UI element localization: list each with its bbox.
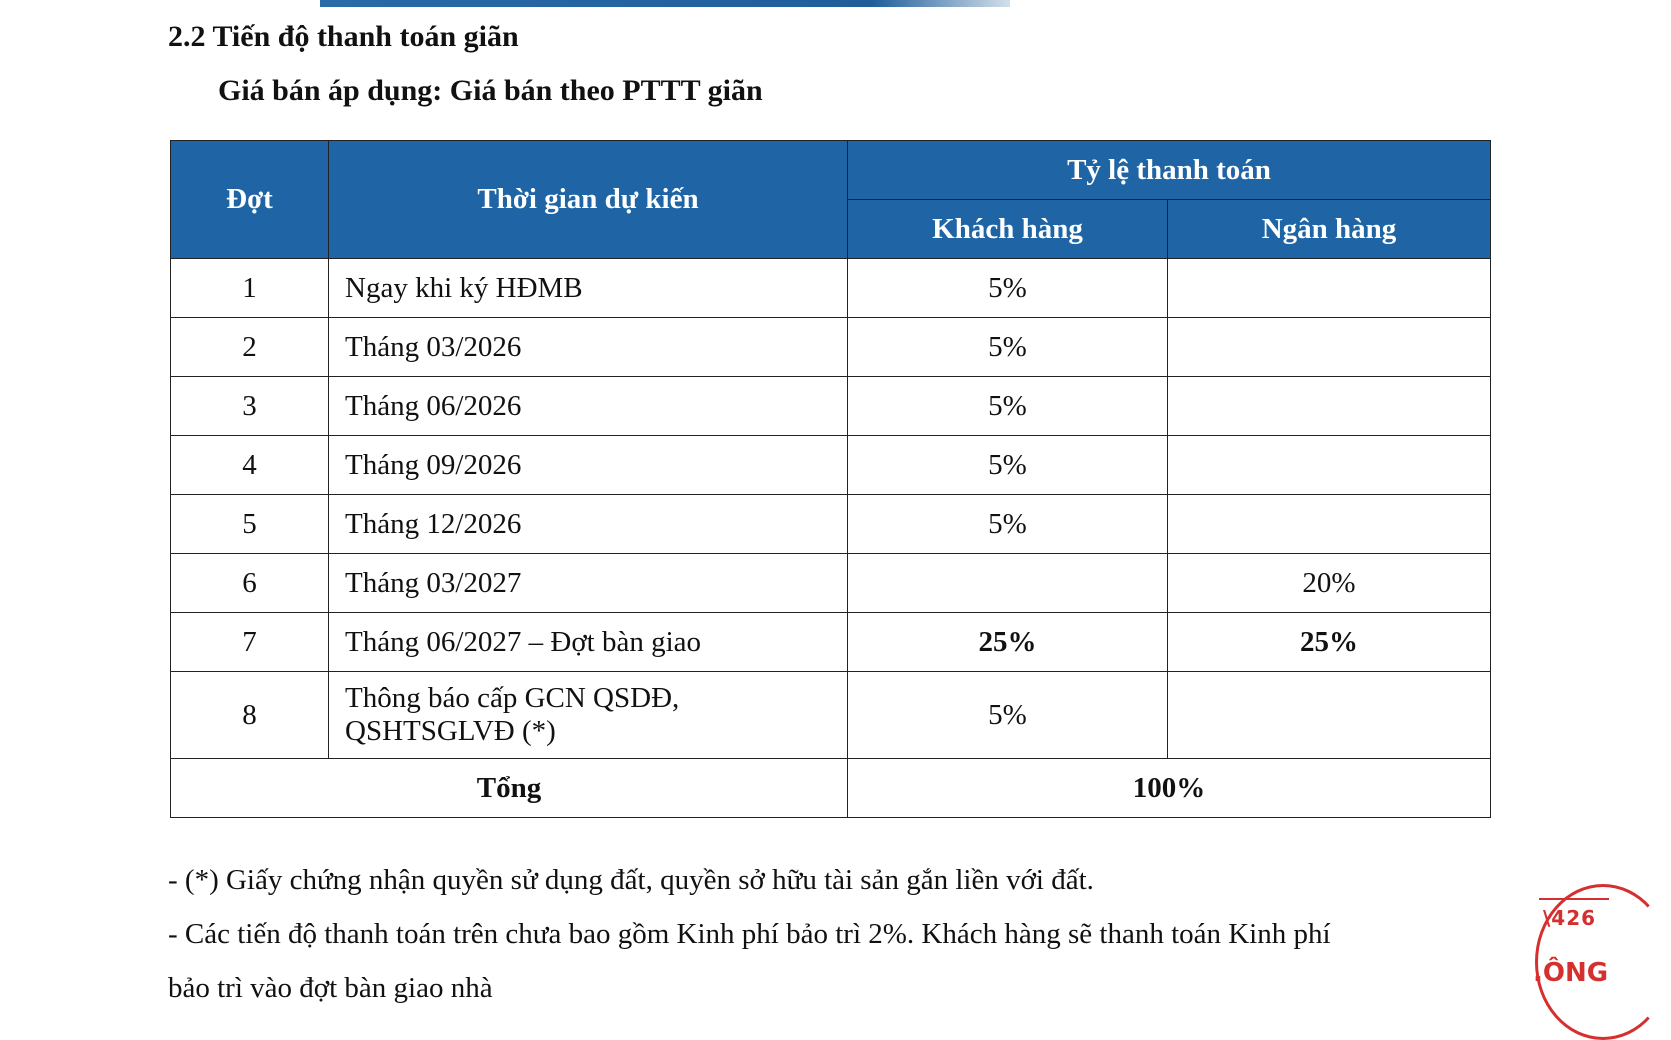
table-row (171, 495, 1491, 554)
cell-dot: 4 (171, 436, 329, 495)
header-ty-le: Tỷ lệ thanh toán (848, 141, 1491, 200)
total-label: Tổng (171, 759, 848, 818)
seal-number: \426 (1543, 906, 1597, 930)
cell-thoi-gian: Tháng 06/2027 – Đợt bàn giao (329, 613, 848, 672)
cell-dot: 7 (171, 613, 329, 672)
footnote-maintenance: - Các tiến độ thanh toán trên chưa bao gồm Kinh phí bảo trì 2%. Khách hàng sẽ thanh toán Kinh phí (168, 918, 1331, 950)
cell-dot: 2 (171, 318, 329, 377)
cell-thoi-gian: Tháng 09/2026 (329, 436, 848, 495)
header-thoi-gian: Thời gian dự kiến (329, 141, 848, 259)
cell-dot: 5 (171, 495, 329, 554)
cell-ngan-hang (1168, 495, 1491, 554)
cell-thoi-gian: Ngay khi ký HĐMB (329, 259, 848, 318)
cell-ngan-hang (1168, 377, 1491, 436)
header-dot: Đợt (171, 141, 329, 259)
total-row (171, 759, 1491, 818)
cell-khach-hang: 5% (848, 259, 1168, 318)
cell-ngan-hang (1168, 672, 1491, 759)
table-row (171, 672, 1491, 759)
cell-thoi-gian-line1: Thông báo cấp GCN QSDĐ, (345, 682, 680, 714)
seal-text: .ÔNG (1533, 958, 1609, 988)
cell-khach-hang: 25% (848, 613, 1168, 672)
cell-dot: 8 (171, 672, 329, 759)
cell-thoi-gian: Tháng 03/2027 (329, 554, 848, 613)
cell-ngan-hang: 20% (1168, 554, 1491, 613)
cell-ngan-hang: 25% (1168, 613, 1491, 672)
header-khach-hang: Khách hàng (848, 200, 1168, 259)
cell-khach-hang: 5% (848, 377, 1168, 436)
top-decorative-bar (320, 0, 1010, 7)
cell-khach-hang (848, 554, 1168, 613)
cell-khach-hang: 5% (848, 318, 1168, 377)
table-row (171, 377, 1491, 436)
cell-dot: 3 (171, 377, 329, 436)
pricing-subtitle: Giá bán áp dụng: Giá bán theo PTTT giãn (218, 74, 763, 107)
table-row (171, 318, 1491, 377)
section-title: 2.2 Tiến độ thanh toán giãn (168, 20, 519, 53)
header-ngan-hang: Ngân hàng (1168, 200, 1491, 259)
cell-thoi-gian: Tháng 06/2026 (329, 377, 848, 436)
cell-dot: 6 (171, 554, 329, 613)
cell-khach-hang: 5% (848, 495, 1168, 554)
cell-ngan-hang (1168, 318, 1491, 377)
cell-ngan-hang (1168, 436, 1491, 495)
table-row (171, 259, 1491, 318)
seal-line (1539, 898, 1609, 900)
table-row (171, 554, 1491, 613)
cell-thoi-gian: Tháng 12/2026 (329, 495, 848, 554)
cell-thoi-gian: Tháng 03/2026 (329, 318, 848, 377)
cell-dot: 1 (171, 259, 329, 318)
footnote-maintenance-cont: bảo trì vào đợt bàn giao nhà (168, 972, 493, 1004)
table-row (171, 613, 1491, 672)
footnote-gcn: - (*) Giấy chứng nhận quyền sử dụng đất, quyền sở hữu tài sản gắn liền với đất. (168, 864, 1094, 896)
cell-khach-hang: 5% (848, 672, 1168, 759)
total-value: 100% (848, 759, 1491, 818)
cell-thoi-gian (329, 672, 848, 759)
company-seal (1535, 884, 1655, 1034)
table-header-row (171, 141, 1491, 200)
cell-thoi-gian-line2: QSHTSGLVĐ (*) (345, 715, 556, 747)
table-row (171, 436, 1491, 495)
cell-ngan-hang (1168, 259, 1491, 318)
cell-khach-hang: 5% (848, 436, 1168, 495)
payment-schedule-table (170, 140, 1491, 818)
